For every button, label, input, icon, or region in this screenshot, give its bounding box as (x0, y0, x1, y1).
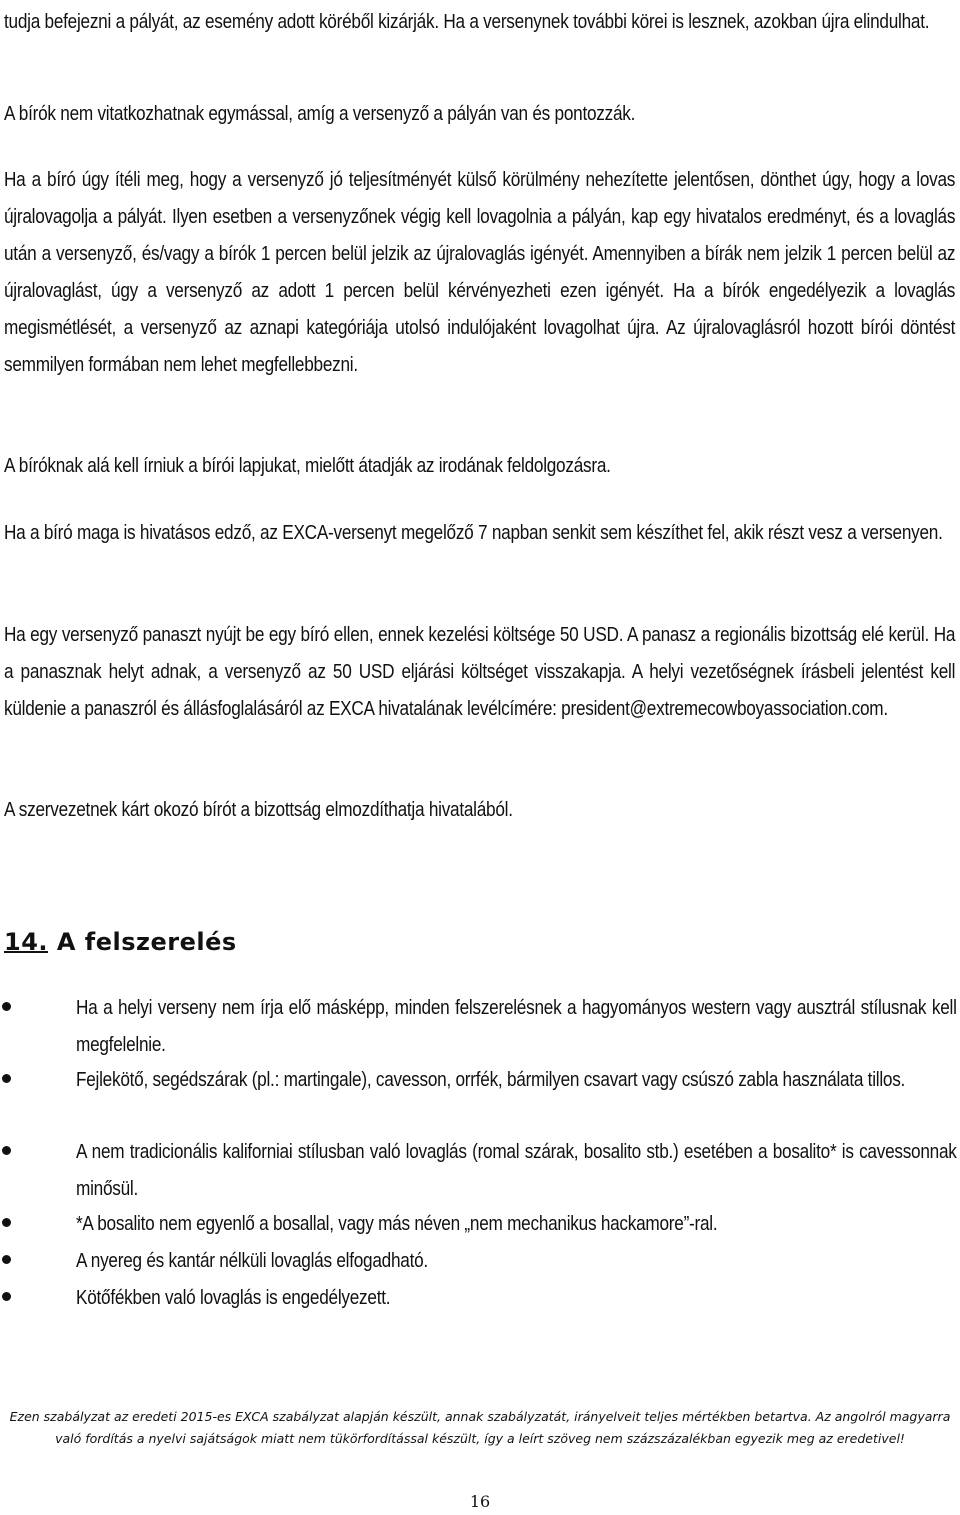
section-title: A felszerelés (56, 928, 237, 956)
list-item (0, 1206, 960, 1243)
bullet-icon (2, 1218, 11, 1227)
list-item (0, 1062, 960, 1134)
list-item-text: A nem tradicionális kaliforniai stílusban való lovaglás (romal szárak, bosalito stb.) esetében a bosalito* is cavessonnak minősül. (76, 1141, 957, 1200)
list-item-text: Ha a helyi verseny nem írja elő másképp, minden felszerelésnek a hagyományos western vagy ausztrál stílusnak kell megfelelnie. (76, 997, 957, 1056)
bullet-icon (2, 1255, 11, 1264)
paragraph-rerun-rule: Ha a bíró úgy ítéli meg, hogy a versenyző jó teljesítményét külső körülmény nehezítette jelentősen, dönthet úgy, hogy a lovas újralovagolja a pályát. Ilyen esetben a versenyzőnek végig kell lovagolnia a pályán, kap egy hivatalos eredményt, és a lovaglás után a versenyző, és/vagy a bírók 1 percen belül jelzik az újralovaglás igényét. Amennyiben a bírák nem jelzik 1 percen belül az újralovaglást, úgy a versenyző az adott 1 percen belül kérvényezheti ezen igényét. Ha a bírók engedélyezik a lovaglás megismétlését, a versenyző az aznapi kategóriája utolsó indulójaként lovagolhat újra. Az újralovaglásról hozott bírói döntést semmilyen formában nem lehet megfellebbezni. (4, 169, 956, 376)
page-number: 16 (469, 1492, 491, 1511)
paragraph-judge-removal: A szervezetnek kárt okozó bírót a bizottság elmozdíthatja hivatalából. (4, 799, 513, 821)
list-item (0, 1280, 960, 1317)
bullet-icon (2, 1146, 11, 1155)
list-item-text: Kötőfékben való lovaglás is engedélyezett. (76, 1287, 391, 1309)
bullet-icon (2, 1292, 11, 1301)
list-item (0, 1243, 960, 1280)
paragraph-elimination: tudja befejezni a pályát, az esemény adott köréből kizárják. Ha a versenynek további körei is lesznek, azokban újra elindulhat. (4, 11, 930, 33)
translation-footnote: Ezen szabályzat az eredeti 2015-es EXCA szabályzat alapján készült, annak szabályzatát, irányelveit teljes mértékben betartva. Az angolról magyarra való fordítás a nyelvi sajátságok miatt nem tükörfordítással készült, így a leírt szöveg nem százszázalékban egyezik meg az eredetivel! (9, 1409, 951, 1446)
section-number: 14. (4, 928, 49, 956)
list-item-text: A nyereg és kantár nélküli lovaglás elfogadható. (76, 1250, 428, 1272)
list-item-text: *A bosalito nem egyenlő a bosallal, vagy más néven „nem mechanikus hackamore”-ral. (76, 1213, 718, 1235)
paragraph-trainer-judge: Ha a bíró maga is hivatásos edző, az EXCA-versenyt megelőző 7 napban senkit sem készíthet fel, akik részt vesz a versenyen. (4, 522, 943, 544)
list-item (0, 990, 960, 1062)
section-heading (4, 922, 237, 962)
bullet-icon (2, 1074, 11, 1083)
paragraph-complaint-fee: Ha egy versenyző panaszt nyújt be egy bíró ellen, ennek kezelési költsége 50 USD. A panasz a regionális bizottság elé kerül. Ha a panasznak helyt adnak, a versenyző az 50 USD eljárási költséget visszakapja. A helyi vezetőségnek írásbeli jelentést kell küldenie a panaszról és állásfoglalásáról az EXCA hivatalának levélcímére: president@extremecowboyassociation.com. (4, 624, 956, 720)
paragraph-sign-scoresheets: A bíróknak alá kell írniuk a bírói lapjukat, mielőtt átadják az irodának feldolgozásra. (4, 455, 611, 477)
paragraph-judges-no-argument: A bírók nem vitatkozhatnak egymással, amíg a versenyző a pályán van és pontozzák. (4, 103, 636, 125)
list-item (0, 1134, 960, 1206)
list-item-text: Fejlekötő, segédszárak (pl.: martingale), cavesson, orrfék, bármilyen csavart vagy csúszó zabla használata tillos. (76, 1069, 906, 1091)
bullet-icon (2, 1002, 11, 1011)
equipment-rules-list (0, 990, 960, 1317)
